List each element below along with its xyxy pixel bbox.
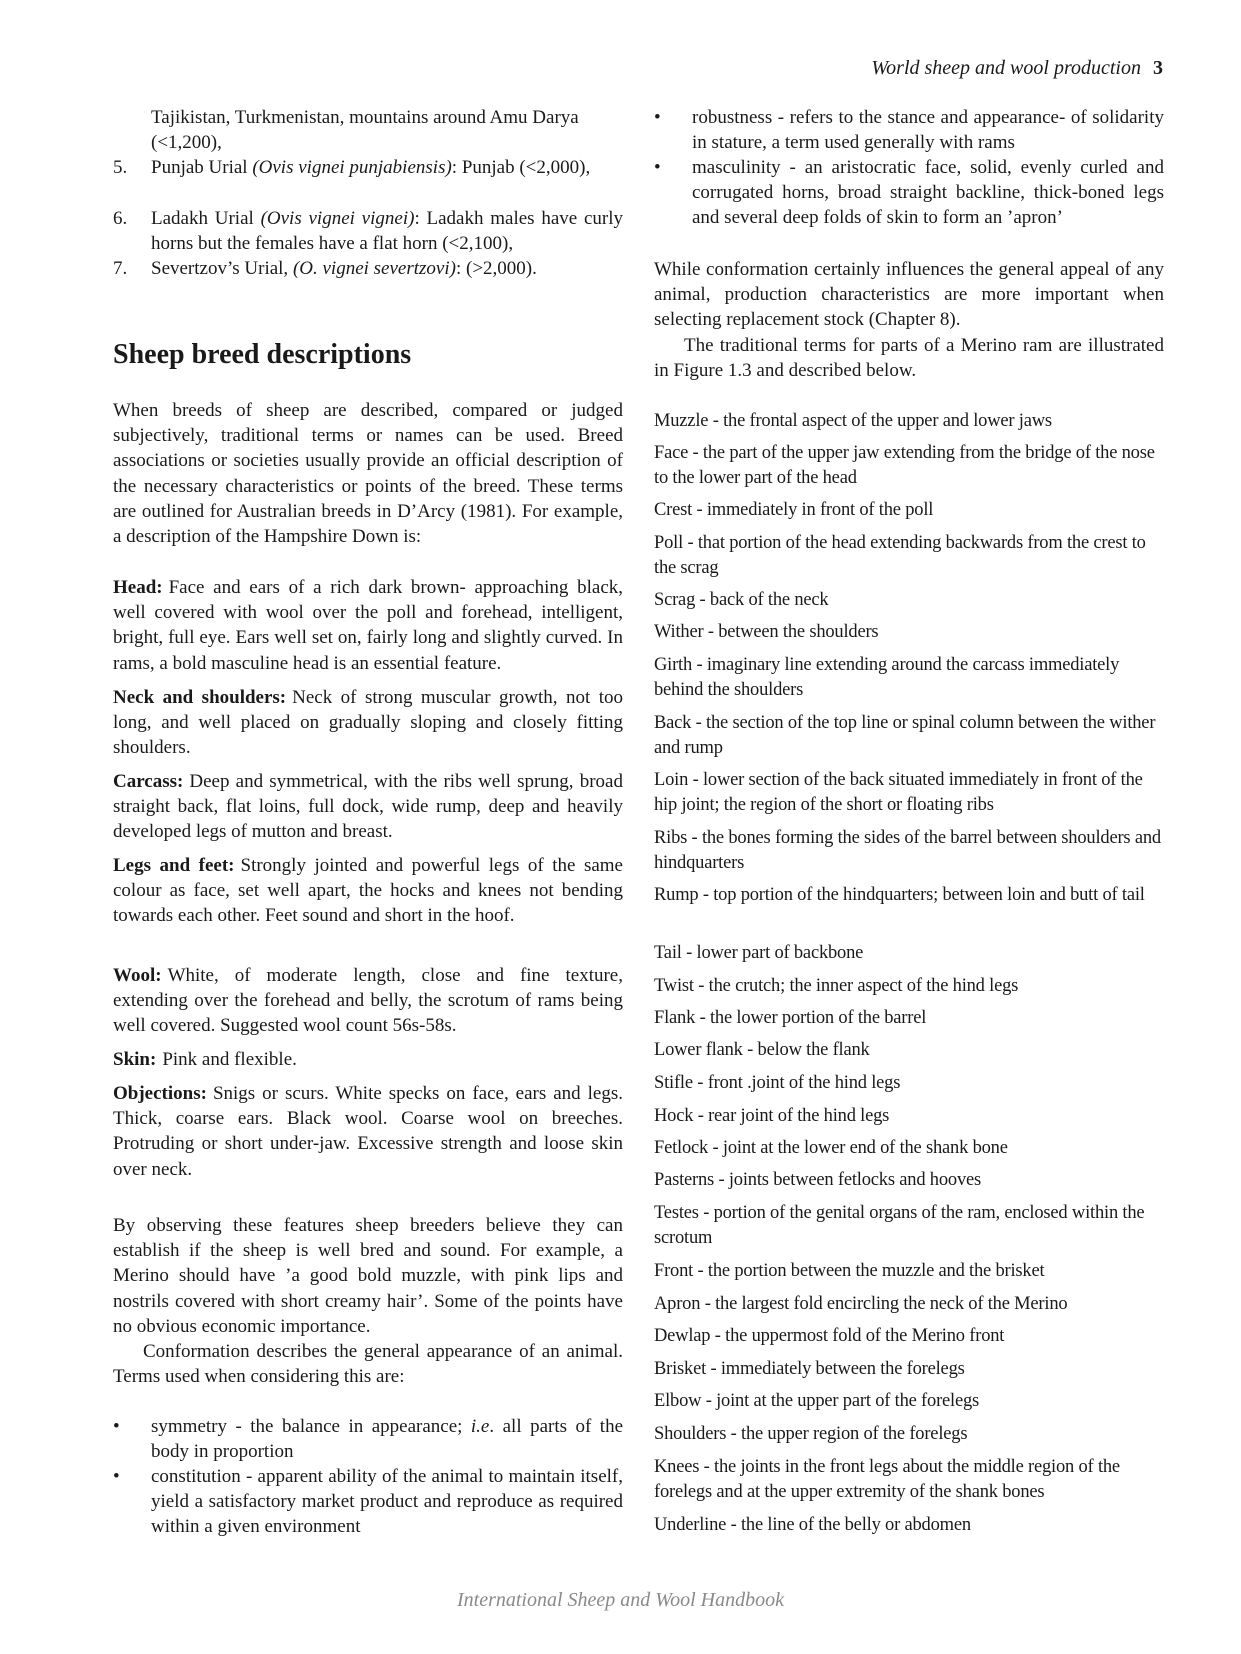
feature-skin: [113, 1047, 623, 1072]
term-item: Ribs - the bones forming the sides of the barrel between shoulders and hindquarters: [654, 828, 1161, 873]
feature-label: Neck and shoulders:: [113, 687, 287, 708]
bullet-symbol: •: [654, 107, 661, 128]
conformation-paragraph: Conformation describes the general appearance of an animal. Terms used when considering this are:: [113, 1341, 623, 1388]
list-text: [151, 256, 623, 281]
bullet-item: [654, 155, 1164, 231]
feature-objections: [113, 1081, 623, 1182]
bullet-symbol: •: [113, 1416, 120, 1437]
feature-text: Strongly jointed and powerful legs of the same colour as face, set well apart, the hocks and knees not bending towards each other. Feet sound and short in the hoof.: [113, 855, 623, 927]
feature-neck-shoulders: [113, 685, 623, 761]
term-item: Underline - the line of the belly or abdomen: [654, 1515, 971, 1535]
running-title: World sheep and wool production: [871, 57, 1141, 79]
feature-text: Neck of strong muscular growth, not too long, and well placed on gradually sloping and closely fitting shoulders.: [113, 687, 623, 759]
feature-label: Skin:: [113, 1049, 157, 1070]
list-item: [113, 256, 623, 281]
term-item: Front - the portion between the muzzle and the brisket: [654, 1261, 1045, 1281]
feature-text: Deep and symmetrical, with the ribs well sprung, broad straight back, flat loins, full dock, wide rump, deep and heavily developed legs of mutton and breast.: [113, 771, 623, 843]
bullet-symbol: •: [113, 1466, 120, 1487]
bullet-text: [151, 1414, 623, 1464]
list-item: [113, 155, 623, 180]
term-item: Face - the part of the upper jaw extending from the bridge of the nose to the lower part of the head: [654, 443, 1155, 488]
scientific-name: (O. vignei severtzovi): [292, 258, 456, 279]
bullet-text-pre: symmetry - the balance in appearance;: [151, 1416, 471, 1437]
feature-label: Head:: [113, 577, 163, 598]
feature-label: Carcass:: [113, 771, 184, 792]
feature-carcass: [113, 769, 623, 845]
feature-label: Wool:: [113, 965, 162, 986]
term-item: Scrag - back of the neck: [654, 590, 829, 610]
term-item: Rump - top portion of the hindquarters; between loin and butt of tail: [654, 885, 1145, 905]
section-heading-wrap: [113, 339, 623, 371]
term-item: Shoulders - the upper region of the forelegs: [654, 1424, 968, 1444]
list-number: 7.: [113, 258, 128, 279]
term-item: Tail - lower part of backbone: [654, 943, 864, 963]
term-item: Knees - the joints in the front legs about the middle region of the forelegs and at the upper extremity of the shank bones: [654, 1457, 1120, 1502]
term-item: Lower flank - below the flank: [654, 1040, 870, 1060]
bullet-item: [654, 105, 1164, 155]
list-number: 6.: [113, 208, 128, 229]
continued-line-2: (<1,200),: [151, 132, 222, 154]
feature-legs-feet: [113, 853, 623, 929]
term-item: Loin - lower section of the back situated immediately in front of the hip joint; the region of the short or floating ribs: [654, 770, 1143, 815]
intro-paragraph-wrap: [113, 398, 623, 549]
intro-paragraph: When breeds of sheep are described, compared or judged subjectively, traditional terms or names can be used. Breed associations or societies usually provide an official description of the necessary characteristics or points of the breed. These terms are outlined for Australian breeds in D’Arcy (1981). For example, a description of the Hampshire Down is:: [113, 400, 623, 548]
running-footer: International Sheep and Wool Handbook: [456, 1589, 784, 1611]
section-heading: Sheep breed descriptions: [113, 339, 412, 370]
term-item: Pasterns - joints between fetlocks and hooves: [654, 1170, 982, 1190]
term-item: Back - the section of the top line or spinal column between the wither and rump: [654, 713, 1156, 758]
bullet-text-pre: constitution - apparent ability of the animal to maintain itself, yield a satisfactory market product and reproduce as required within a given environment: [151, 1466, 623, 1538]
list-text-post: : Ladakh males have curly horns but the females have a flat horn (<2,100),: [151, 208, 623, 255]
feature-wool: [113, 963, 623, 1039]
term-item: Flank - the lower portion of the barrel: [654, 1008, 927, 1028]
term-item: Dewlap - the uppermost fold of the Merino front: [654, 1326, 1005, 1346]
list-text: [151, 206, 623, 256]
feature-label: Legs and feet:: [113, 855, 235, 876]
list-number: 5.: [113, 157, 128, 178]
list-text-pre: Severtzov’s Urial,: [151, 258, 293, 279]
term-item: Crest - immediately in front of the poll: [654, 500, 934, 520]
term-item: Stifle - front .joint of the hind legs: [654, 1073, 901, 1093]
term-item: Twist - the crutch; the inner aspect of the hind legs: [654, 976, 1019, 996]
list-text-pre: Punjab Urial: [151, 157, 253, 178]
conformation-influence-paragraph: While conformation certainly influences the general appeal of any animal, production characteristics are more important when selecting replacement stock (Chapter 8).: [654, 259, 1164, 331]
list-text: [151, 155, 623, 180]
feature-head: [113, 575, 623, 676]
list-text-post: : Punjab (<2,000),: [451, 157, 591, 178]
scientific-name: (Ovis vignei punjabiensis): [252, 157, 452, 178]
observe-paragraph: By observing these features sheep breeders believe they can establish if the sheep is well bred and sound. For example, a Merino should have ’a good bold muzzle, with pink lips and nostrils covered with short creamy hair’. Some of the points have no obvious economic importance.: [113, 1215, 623, 1337]
bullet-text-post: . all parts of the body in proportion: [151, 1416, 624, 1463]
term-item: Poll - that portion of the head extending backwards from the crest to the scrag: [654, 533, 1146, 578]
running-header: [871, 57, 1163, 80]
bullet-item: [113, 1464, 623, 1540]
bullet-text: masculinity - an aristocratic face, solid, evenly curled and corrugated horns, broad straight backline, thick-boned legs and several deep folds of skin to form an ’apron’: [692, 157, 1164, 229]
feature-text: Face and ears of a rich dark brown- approaching black, well covered with wool over the poll and forehead, intelligent, bright, full eye. Ears well set on, fairly long and slightly curved. In rams, a bold masculine head is an essential feature.: [113, 577, 623, 674]
feature-label: Objections:: [113, 1083, 207, 1104]
bullet-symbol: •: [654, 157, 661, 178]
term-item: Muzzle - the frontal aspect of the upper and lower jaws: [654, 411, 1052, 431]
term-item: Elbow - joint at the upper part of the forelegs: [654, 1391, 980, 1411]
page-number: 3: [1153, 57, 1163, 79]
bullet-item: [113, 1414, 623, 1464]
list-text-post: : (>2,000).: [455, 258, 537, 279]
term-item: Fetlock - joint at the lower end of the shank bone: [654, 1138, 1008, 1158]
bullet-text-em: i.e: [470, 1416, 490, 1437]
continued-line-1: Tajikistan, Turkmenistan, mountains around Amu Darya: [151, 107, 579, 128]
bullet-text: [151, 1464, 623, 1540]
scientific-name: (Ovis vignei vignei): [260, 208, 415, 229]
term-item: Apron - the largest fold encircling the neck of the Merino: [654, 1294, 1068, 1314]
term-item: Girth - imaginary line extending around the carcass immediately behind the shoulders: [654, 655, 1120, 700]
feature-text: White, of moderate length, close and fine texture, extending over the forehead and belly, the scrotum of rams being well covered. Suggested wool count 56s-58s.: [113, 965, 623, 1037]
term-item: Testes - portion of the genital organs of the ram, enclosed within the scrotum: [654, 1203, 1145, 1248]
continued-list-item: [113, 105, 623, 155]
feature-text: Pink and flexible.: [162, 1049, 297, 1070]
term-item: Hock - rear joint of the hind legs: [654, 1106, 890, 1126]
figure-reference-paragraph: The traditional terms for parts of a Merino ram are illustrated in Figure 1.3 and described below.: [654, 334, 1164, 381]
list-item: [113, 206, 623, 256]
observe-paragraph-wrap: [113, 1213, 623, 1389]
term-item: Brisket - immediately between the forelegs: [654, 1359, 965, 1379]
right-paragraphs: [654, 257, 1164, 383]
feature-text: Snigs or scurs. White specks on face, ears and legs. Thick, coarse ears. Black wool. Coarse wool on breeches. Protruding or short under-jaw. Excessive strength and loose skin over neck.: [113, 1083, 623, 1180]
bullet-text: robustness - refers to the stance and appearance- of solidarity in stature, a term used generally with rams: [692, 107, 1164, 154]
term-item: Wither - between the shoulders: [654, 622, 879, 642]
list-text-pre: Ladakh Urial: [151, 208, 261, 229]
